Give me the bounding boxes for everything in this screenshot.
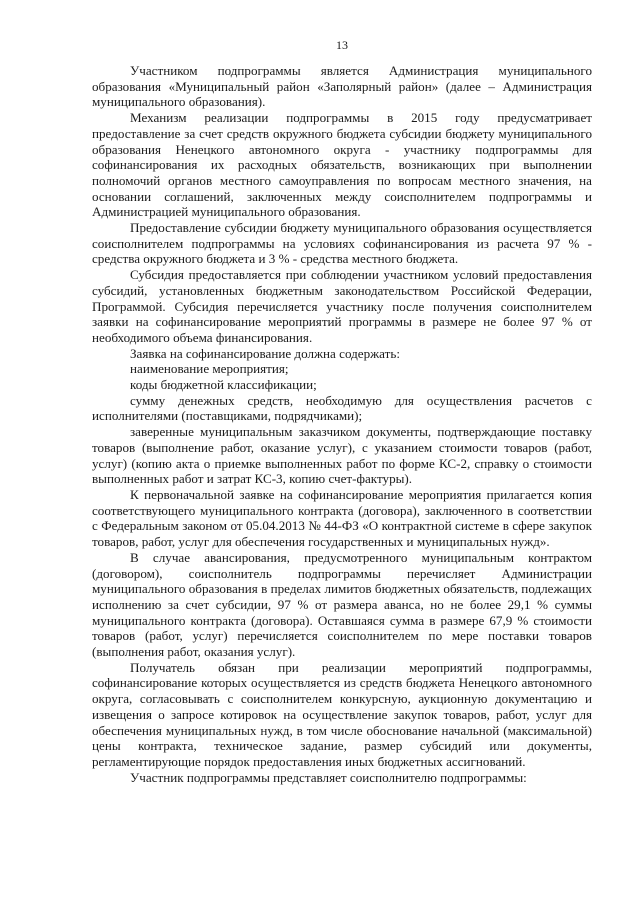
paragraph-advance-payment: В случае авансирования, предусмотренного муниципальным контрактом (договором), соисполнитель подпрограммы перечисляет Администрации муниципального образования в пределах лимитов бюджетных обязательств, подлежащих исполнению за счет субсидии, 97 % от размера аванса, но не более 29,1 % суммы муниципального контракта (договора). Оставшаяся сумма в размере 67,9 % стоимости товаров (работ, услуг) перечисляется соисполнителем по мере поставки товаров (выполнения работ, оказания услуг). — [92, 549, 592, 660]
paragraph-recipient-obligations: Получатель обязан при реализации мероприятий подпрограммы, софинансирование которых осуществляется из средств бюджета Ненецкого автономного округа, согласовывать с соисполнителем конкурсную, аукционную документацию и извещения о запросе котировок на осуществление закупок товаров, работ, услуг для обеспечения муниципальных нужд, в том числе обоснование начальной (максимальной) цены контракта, техническое задание, размер субсидий или документы, регламентирующие порядок предоставления иных бюджетных ассигнований. — [92, 659, 592, 769]
paragraph-subsidy-cofinancing: Предоставление субсидии бюджету муниципального образования осуществляется соисполнителем подпрограммы на условиях софинансирования из расчета 97 % - средства окружного бюджета и 3 % - средства местного бюджета. — [92, 220, 592, 267]
list-item: сумму денежных средств, необходимую для осуществления расчетов с исполнителями (поставщиками, подрядчиками); — [92, 392, 592, 424]
paragraph-participant-submits: Участник подпрограммы представляет соисполнителю подпрограммы: — [130, 769, 527, 785]
document-body — [92, 63, 592, 785]
paragraph-initial-application: К первоначальной заявке на софинансирование мероприятия прилагается копия соответствующего муниципального контракта (договора), заключенного в соответствии с Федеральным законом от 05.04.2013 № 44-ФЗ «О контрактной системе в сфере закупок товаров, работ, услуг для обеспечения государственных и муниципальных нужд». — [92, 486, 592, 550]
paragraph-mechanism: Механизм реализации подпрограммы в 2015 году предусматривает предоставление за счет средств окружного бюджета субсидии бюджету муниципального образования Ненецкого автономного округа - участнику подпрограммы для софинансирования их расходных обязательств, возникающих при выполнении полномочий органов местного самоуправления по вопросам местного значения, на основании соглашений, заключенных между соисполнителем подпрограммы и Администрацией муниципального образования. — [92, 110, 592, 220]
list-item: наименование мероприятия; — [130, 361, 289, 377]
page-number: 13 — [336, 38, 348, 52]
list-item: заверенные муниципальным заказчиком документы, подтверждающие поставку товаров (выполнение работ, оказание услуг), с указанием стоимости товаров (работ, услуг) (копию акта о приемке выполненных работ по форме КС-2, справку о стоимости выполненных работ и затрат КС-3, копию счет-фактуры). — [92, 424, 592, 487]
paragraph-application-contents: Заявка на софинансирование должна содержать: — [130, 345, 400, 361]
paragraph-subsidy-conditions: Субсидия предоставляется при соблюдении участником условий предоставления субсидий, установленных бюджетным законодательством Российской Федерации, Программой. Субсидия перечисляется участнику после получения соисполнителем заявки на софинансирование мероприятий программы в размере не более 97 % от необходимого объема финансирования. — [92, 267, 592, 345]
paragraph-participant: Участником подпрограммы является Администрация муниципального образования «Муниципальный район «Заполярный район» (далее – Администрация муниципального образования). — [92, 63, 592, 110]
list-item: коды бюджетной классификации; — [130, 377, 317, 393]
